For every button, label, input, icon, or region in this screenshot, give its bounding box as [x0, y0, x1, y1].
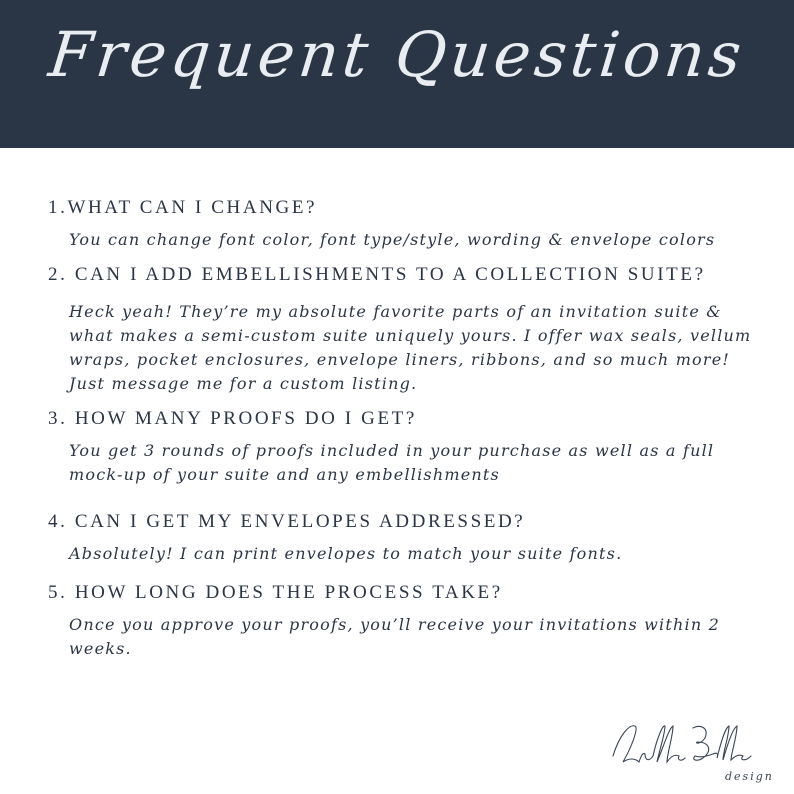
faq-question-1	[48, 197, 768, 219]
faq-answer-4: Absolutely! I can print envelopes to match your suite fonts.	[69, 544, 623, 563]
faq-question-2	[48, 264, 768, 286]
brand-logo	[605, 718, 775, 788]
faq-question-5	[48, 582, 768, 604]
faq-answer-2: Heck yeah! They’re my absolute favorite parts of an invitation suite & what makes a semi-custom suite uniquely yours. I offer wax seals, vellum wraps, pocket enclosures, envelope liners, ribbons, and so much more! Just message me for a custom listing.	[69, 302, 752, 393]
faq-item-4	[48, 511, 768, 566]
faq-number-1: 1.	[48, 197, 68, 218]
faq-question-text-1: WHAT CAN I CHANGE?	[67, 197, 318, 218]
faq-item-3	[48, 408, 768, 487]
header-banner	[0, 0, 794, 148]
faq-answer-1: You can change font color, font type/style, wording & envelope colors	[69, 230, 716, 249]
faq-number-3: 3.	[48, 408, 68, 429]
faq-question-4	[48, 511, 768, 533]
faq-item-1	[48, 197, 768, 252]
faq-answer-3: You get 3 rounds of proofs included in your purchase as well as a full mock-up of your suite and any embellishments	[69, 441, 715, 484]
faq-question-text-2: CAN I ADD EMBELLISHMENTS TO A COLLECTION SUITE?	[74, 264, 706, 285]
faq-question-text-5: HOW LONG DOES THE PROCESS TAKE?	[74, 582, 503, 603]
faq-list	[48, 197, 768, 661]
faq-answer-5: Once you approve your proofs, you’ll receive your invitations within 2 weeks.	[69, 615, 720, 658]
faq-item-5	[48, 582, 768, 661]
faq-number-2: 2.	[48, 264, 68, 285]
faq-question-text-4: CAN I GET MY ENVELOPES ADDRESSED?	[74, 511, 526, 532]
faq-item-2	[48, 264, 768, 396]
faq-question-text-3: HOW MANY PROOFS DO I GET?	[74, 408, 417, 429]
logo-subtext: design	[725, 770, 774, 783]
faq-question-3	[48, 408, 768, 430]
faq-number-5: 5.	[48, 582, 68, 603]
page-title: Frequent Questions	[45, 18, 749, 91]
faq-number-4: 4.	[48, 511, 68, 532]
